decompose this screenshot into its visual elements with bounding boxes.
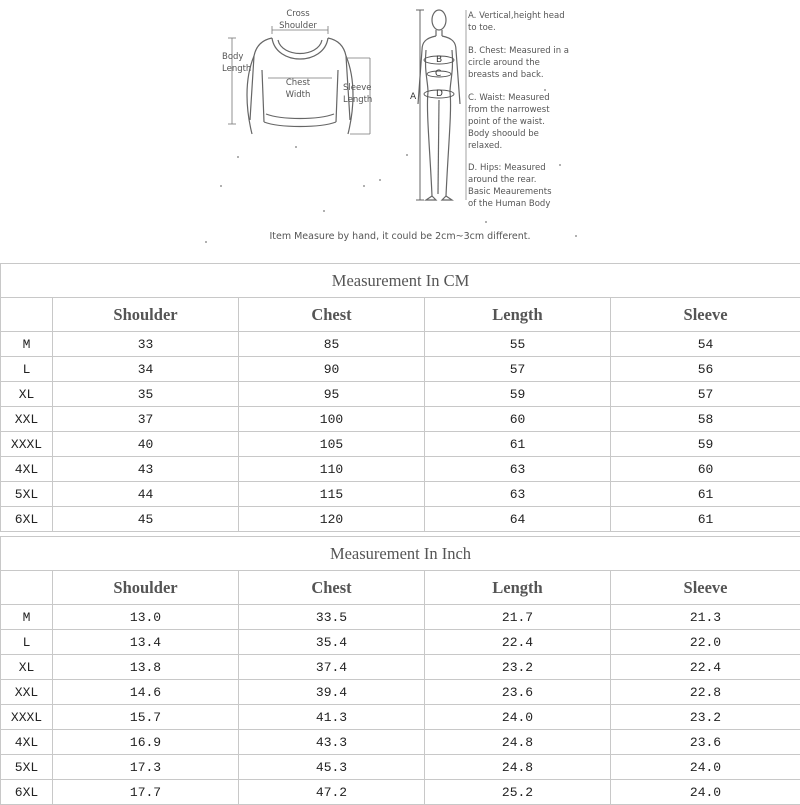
marker-a: A [410, 92, 416, 102]
chest-value: 85 [239, 332, 425, 357]
length-value: 22.4 [425, 630, 611, 655]
table-title-row [1, 264, 800, 298]
measurement-guide-illustration [0, 0, 800, 258]
table-row [1, 407, 800, 432]
marker-d: D [436, 89, 443, 99]
table-row [1, 507, 800, 532]
table-row [1, 382, 800, 407]
shoulder-value: 15.7 [53, 705, 239, 730]
table-title: Measurement In CM [1, 264, 800, 298]
table-row [1, 680, 800, 705]
chest-value: 41.3 [239, 705, 425, 730]
chest-value: 105 [239, 432, 425, 457]
size-label: XL [1, 655, 53, 680]
header-shoulder: Shoulder [53, 571, 239, 605]
shoulder-value: 44 [53, 482, 239, 507]
sleeve-value: 54 [611, 332, 800, 357]
sleeve-value: 23.6 [611, 730, 800, 755]
sleeve-value: 22.8 [611, 680, 800, 705]
length-value: 64 [425, 507, 611, 532]
measurement-diagram [0, 0, 800, 258]
label-cross-shoulder: Cross Shoulder [270, 8, 326, 32]
shoulder-value: 33 [53, 332, 239, 357]
measurement-note: Item Measure by hand, it could be 2cm~3cm different. [0, 231, 800, 242]
length-value: 24.8 [425, 755, 611, 780]
size-label: XXL [1, 680, 53, 705]
shoulder-value: 17.7 [53, 780, 239, 805]
table-row [1, 332, 800, 357]
header-length: Length [425, 298, 611, 332]
length-value: 60 [425, 407, 611, 432]
length-value: 21.7 [425, 605, 611, 630]
shoulder-value: 13.0 [53, 605, 239, 630]
label-sleeve-length: Sleeve Length [343, 82, 372, 106]
length-value: 24.0 [425, 705, 611, 730]
table-row [1, 432, 800, 457]
shoulder-value: 37 [53, 407, 239, 432]
table-title-row [1, 537, 800, 571]
sleeve-value: 57 [611, 382, 800, 407]
chest-value: 110 [239, 457, 425, 482]
shoulder-value: 35 [53, 382, 239, 407]
sleeve-value: 23.2 [611, 705, 800, 730]
table-row [1, 605, 800, 630]
chest-value: 95 [239, 382, 425, 407]
shoulder-value: 17.3 [53, 755, 239, 780]
shoulder-value: 43 [53, 457, 239, 482]
size-label: XXL [1, 407, 53, 432]
human-figure [418, 10, 460, 200]
header-size [1, 298, 53, 332]
chest-value: 47.2 [239, 780, 425, 805]
length-value: 61 [425, 432, 611, 457]
size-label: 4XL [1, 730, 53, 755]
instruction-a: A. Vertical,height head to toe. [468, 10, 565, 34]
table-row [1, 655, 800, 680]
header-sleeve: Sleeve [611, 571, 800, 605]
header-shoulder: Shoulder [53, 298, 239, 332]
length-value: 55 [425, 332, 611, 357]
sleeve-value: 22.4 [611, 655, 800, 680]
table-body-cm [1, 332, 800, 532]
sleeve-value: 61 [611, 507, 800, 532]
body-measure-lines [416, 10, 466, 200]
marker-b: B [436, 55, 442, 65]
length-value: 63 [425, 482, 611, 507]
header-sleeve: Sleeve [611, 298, 800, 332]
table-body-inch [1, 605, 800, 805]
size-label: L [1, 357, 53, 382]
size-label: M [1, 605, 53, 630]
size-label: M [1, 332, 53, 357]
table-row [1, 630, 800, 655]
chest-value: 35.4 [239, 630, 425, 655]
table-row [1, 730, 800, 755]
shoulder-value: 14.6 [53, 680, 239, 705]
sleeve-value: 22.0 [611, 630, 800, 655]
table-row [1, 457, 800, 482]
header-length: Length [425, 571, 611, 605]
size-label: 5XL [1, 482, 53, 507]
chest-value: 45.3 [239, 755, 425, 780]
shoulder-value: 40 [53, 432, 239, 457]
chest-value: 43.3 [239, 730, 425, 755]
instruction-b: B. Chest: Measured in a circle around the breasts and back. [468, 45, 569, 81]
sleeve-value: 58 [611, 407, 800, 432]
length-value: 25.2 [425, 780, 611, 805]
chest-value: 37.4 [239, 655, 425, 680]
length-value: 23.6 [425, 680, 611, 705]
label-chest-width: Chest Width [278, 77, 318, 101]
size-label: 5XL [1, 755, 53, 780]
marker-c: C [435, 69, 441, 79]
table-title: Measurement In Inch [1, 537, 800, 571]
instruction-d: D. Hips: Measured around the rear. Basic Meaurements of the Human Body [468, 162, 552, 210]
sleeve-value: 21.3 [611, 605, 800, 630]
size-label: XL [1, 382, 53, 407]
size-label: 4XL [1, 457, 53, 482]
length-value: 23.2 [425, 655, 611, 680]
chest-value: 120 [239, 507, 425, 532]
size-label: XXXL [1, 432, 53, 457]
size-label: 6XL [1, 780, 53, 805]
sleeve-value: 61 [611, 482, 800, 507]
size-label: XXXL [1, 705, 53, 730]
table-row [1, 357, 800, 382]
table-header-row [1, 298, 800, 332]
label-body-length: Body Length [222, 51, 251, 75]
sleeve-value: 24.0 [611, 780, 800, 805]
table-header-row [1, 571, 800, 605]
length-value: 63 [425, 457, 611, 482]
table-row [1, 755, 800, 780]
size-table-cm [0, 263, 800, 532]
table-row [1, 780, 800, 805]
table-row [1, 482, 800, 507]
chest-value: 90 [239, 357, 425, 382]
header-chest: Chest [239, 298, 425, 332]
shoulder-value: 13.8 [53, 655, 239, 680]
header-size [1, 571, 53, 605]
length-value: 57 [425, 357, 611, 382]
length-value: 59 [425, 382, 611, 407]
chest-value: 100 [239, 407, 425, 432]
shoulder-value: 34 [53, 357, 239, 382]
table-row [1, 705, 800, 730]
header-chest: Chest [239, 571, 425, 605]
shoulder-value: 45 [53, 507, 239, 532]
chest-value: 39.4 [239, 680, 425, 705]
size-table-inch [0, 536, 800, 805]
sleeve-value: 24.0 [611, 755, 800, 780]
sleeve-value: 59 [611, 432, 800, 457]
size-label: 6XL [1, 507, 53, 532]
instruction-c: C. Waist: Measured from the narrowest point of the waist. Body shoould be relaxed. [468, 92, 550, 152]
shoulder-value: 13.4 [53, 630, 239, 655]
sleeve-value: 60 [611, 457, 800, 482]
chest-value: 33.5 [239, 605, 425, 630]
length-value: 24.8 [425, 730, 611, 755]
sleeve-value: 56 [611, 357, 800, 382]
shoulder-value: 16.9 [53, 730, 239, 755]
size-label: L [1, 630, 53, 655]
chest-value: 115 [239, 482, 425, 507]
